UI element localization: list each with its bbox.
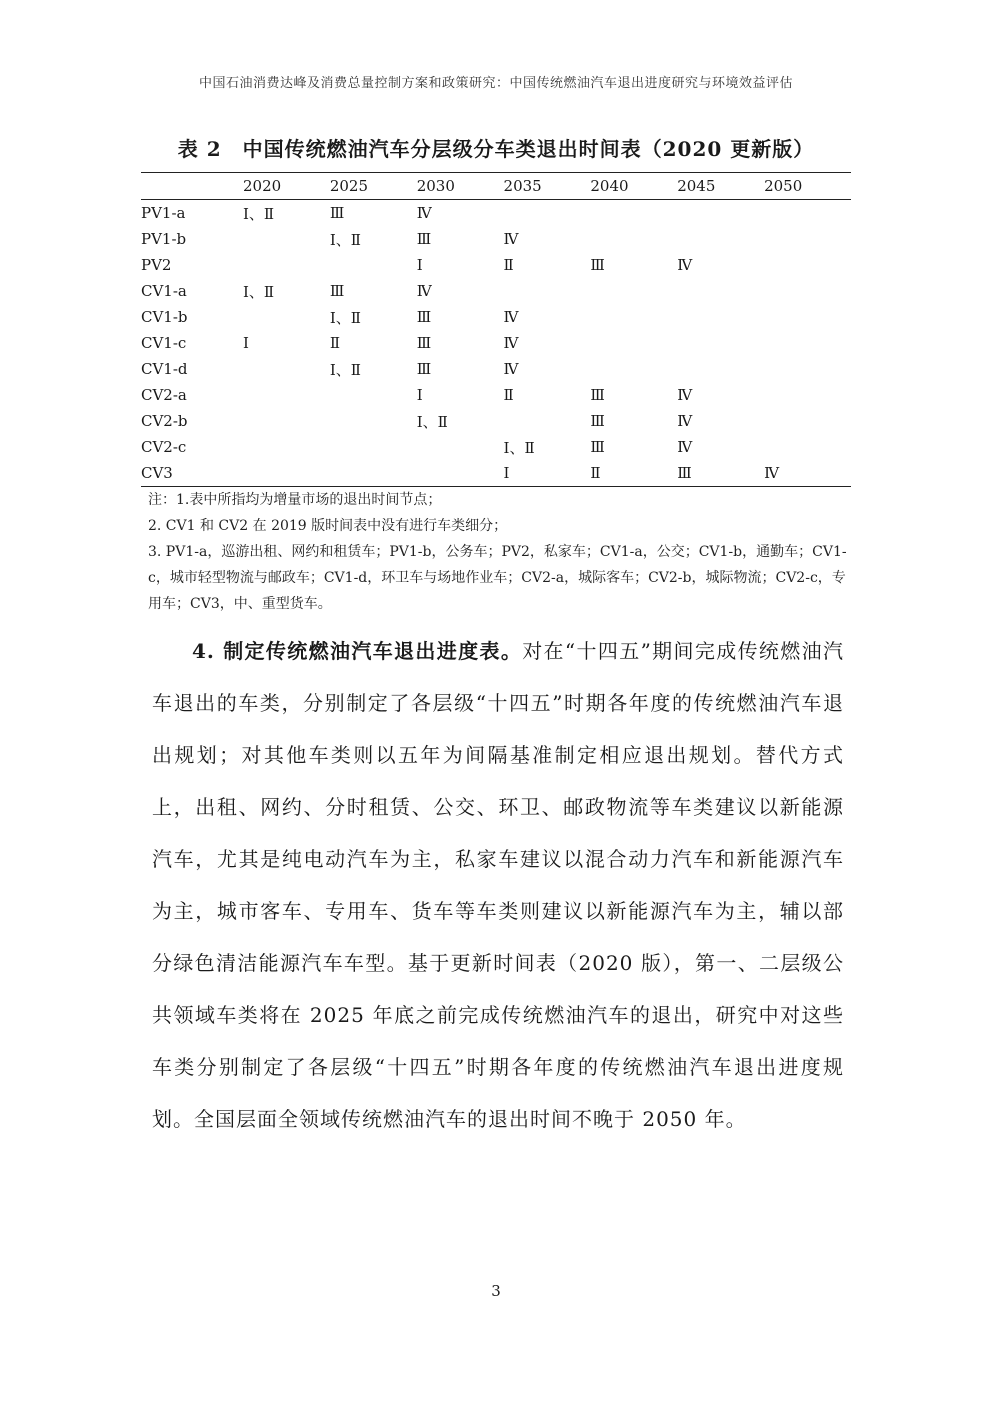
note-line: 2. CV1 和 CV2 在 2019 版时间表中没有进行车类细分；: [148, 518, 508, 534]
table-cell: Ⅳ: [503, 334, 519, 352]
row-label-cell: CV1-a: [141, 282, 187, 300]
table-cell: Ⅲ: [590, 438, 605, 456]
table-cell: [330, 460, 417, 487]
exit-schedule-table: [141, 172, 851, 487]
table-cell: [590, 200, 677, 227]
row-label-cell: CV2-c: [141, 438, 187, 456]
table-cell: [677, 278, 764, 304]
table-cell: Ⅲ: [590, 386, 605, 404]
table-cell: [243, 460, 330, 487]
table-cell: Ⅳ: [677, 386, 693, 404]
table-cell: [764, 200, 851, 227]
table-cell: [764, 252, 851, 278]
table-cell: Ⅱ: [503, 386, 514, 404]
table-cell: [677, 330, 764, 356]
table-row: [141, 278, 851, 304]
table-row: [141, 200, 851, 227]
table-row: [141, 330, 851, 356]
table-cell: Ⅰ、Ⅱ: [329, 308, 361, 327]
row-label-cell: PV1-a: [141, 204, 186, 222]
row-label-cell: CV1-d: [141, 360, 188, 378]
column-header: 2040: [590, 177, 629, 195]
table-row: [141, 304, 851, 330]
table-cell: Ⅰ: [416, 386, 423, 404]
table-cell: Ⅰ、Ⅱ: [416, 412, 448, 431]
table-cell: Ⅰ、Ⅱ: [243, 282, 275, 301]
table-title: 表 2 中国传统燃油汽车分层级分车类退出时间表（2020 更新版）: [177, 137, 815, 161]
row-label-cell: CV1-c: [141, 334, 187, 352]
table-cell: [677, 200, 764, 227]
table-cell: Ⅰ、Ⅱ: [329, 230, 361, 249]
table-cell: Ⅰ、Ⅱ: [243, 204, 275, 223]
table-cell: [417, 434, 504, 460]
table-row: [141, 434, 851, 460]
note-line: 注：1.表中所指均为增量市场的退出时间节点；: [148, 492, 442, 508]
table-cell: [764, 304, 851, 330]
table-cell: [243, 382, 330, 408]
table-cell: Ⅳ: [416, 204, 432, 222]
table-cell: [330, 434, 417, 460]
table-cell: Ⅲ: [677, 464, 692, 482]
table-cell: [590, 356, 677, 382]
column-header: 2035: [503, 177, 542, 195]
table-cell: Ⅰ、Ⅱ: [503, 438, 535, 457]
table-cell: [677, 226, 764, 252]
table-cell: Ⅳ: [416, 282, 432, 300]
row-label-cell: CV2-b: [141, 412, 188, 430]
table-cell: [764, 434, 851, 460]
table-cell: Ⅳ: [503, 308, 519, 326]
table-cell: Ⅰ、Ⅱ: [329, 360, 361, 379]
table-row: [141, 356, 851, 382]
table-header-row: [141, 173, 851, 200]
note-line: 3. PV1-a，巡游出租、网约和租赁车；PV1-b，公务车；PV2，私家车；CV1-a，公交；CV1-b，通勤车；CV1-c，城市轻型物流与邮政车；CV1-d，环卫车与场地作业车；CV2-a，城际客车；CV2-b，城际物流；CV2-c，专用车；CV3，中、重型货车。: [148, 544, 847, 612]
table-cell: [764, 382, 851, 408]
table-row: [141, 382, 851, 408]
table-cell: [764, 278, 851, 304]
table-cell: Ⅳ: [764, 464, 780, 482]
table-body: [141, 200, 851, 487]
body-paragraph: [152, 625, 844, 1145]
table-cell: [243, 356, 330, 382]
page-number: 3: [491, 1282, 501, 1300]
table-cell: Ⅰ: [243, 334, 249, 352]
column-header: 2045: [677, 177, 716, 195]
row-label-cell: CV1-b: [141, 308, 188, 326]
table-cell: [243, 408, 330, 434]
table-cell: Ⅱ: [590, 464, 601, 482]
table-cell: Ⅳ: [677, 256, 693, 274]
table-cell: [243, 304, 330, 330]
table-cell: Ⅱ: [503, 256, 514, 274]
table-cell: [590, 330, 677, 356]
table-cell: [504, 200, 591, 227]
table-row: [141, 226, 851, 252]
table-cell: Ⅳ: [503, 230, 519, 248]
row-label-cell: CV3: [141, 464, 173, 482]
table-cell: [764, 356, 851, 382]
table-cell: Ⅲ: [329, 204, 345, 222]
table-cell: [417, 460, 504, 487]
column-header: [141, 173, 243, 200]
table-cell: [764, 408, 851, 434]
table-row: [141, 408, 851, 434]
table-cell: Ⅱ: [329, 334, 341, 352]
table-cell: Ⅰ: [416, 256, 423, 274]
table-row: [141, 460, 851, 487]
table-cell: [590, 278, 677, 304]
table-cell: [243, 226, 330, 252]
table-cell: [330, 408, 417, 434]
table-cell: Ⅳ: [677, 412, 693, 430]
table-cell: [590, 226, 677, 252]
table-cell: [504, 278, 591, 304]
table-cell: [764, 226, 851, 252]
table-cell: [243, 434, 330, 460]
running-header: 中国石油消费达峰及消费总量控制方案和政策研究：中国传统燃油汽车退出进度研究与环境效益评估: [198, 76, 793, 91]
table-cell: Ⅲ: [416, 230, 432, 248]
table-cell: [590, 304, 677, 330]
table-cell: Ⅲ: [416, 360, 432, 378]
table-cell: Ⅲ: [416, 334, 432, 352]
table-cell: [677, 356, 764, 382]
column-header: 2025: [329, 177, 369, 195]
row-label-cell: CV2-a: [141, 386, 187, 404]
table-notes: [148, 487, 848, 617]
column-header: 2020: [243, 177, 282, 195]
table-cell: Ⅲ: [416, 308, 432, 326]
table-cell: [504, 408, 591, 434]
column-header: 2050: [764, 177, 803, 195]
table-cell: [330, 382, 417, 408]
table-cell: Ⅳ: [503, 360, 519, 378]
column-header: 2030: [416, 177, 455, 195]
table-cell: [764, 330, 851, 356]
row-label-cell: PV1-b: [141, 230, 187, 248]
table-cell: Ⅲ: [590, 412, 605, 430]
table-cell: Ⅳ: [677, 438, 693, 456]
table-cell: [243, 252, 330, 278]
table-cell: Ⅲ: [590, 256, 605, 274]
paragraph-text: 对在“十四五”期间完成传统燃油汽车退出的车类，分别制定了各层级“十四五”时期各年度的传统燃油汽车退出规划；对其他车类则以五年为间隔基准制定相应退出规划。替代方式上，出租、网约、分时租赁、公交、环卫、邮政物流等车类建议以新能源汽车，尤其是纯电动汽车为主，私家车建议以混合动力汽车和新能源汽车为主，城市客车、专用车、货车等车类则建议以新能源汽车为主，辅以部分绿色清洁能源汽车车型。基于更新时间表（2020 版），第一、二层级公共领域车类将在 2025 年底之前完成传统燃油汽车的退出，研究中对这些车类分别制定了各层级“十四五”时期各年度的传统燃油汽车退出进度规划。全国层面全领域传统燃油汽车的退出时间不晚于 2050 年。: [152, 639, 845, 1131]
table-cell: [677, 304, 764, 330]
row-label-cell: PV2: [141, 256, 172, 274]
table-cell: Ⅲ: [329, 282, 345, 300]
paragraph-lead: 4. 制定传统燃油汽车退出进度表。: [192, 639, 523, 663]
table-cell: Ⅰ: [503, 464, 510, 482]
table-cell: [330, 252, 417, 278]
table-row: [141, 252, 851, 278]
